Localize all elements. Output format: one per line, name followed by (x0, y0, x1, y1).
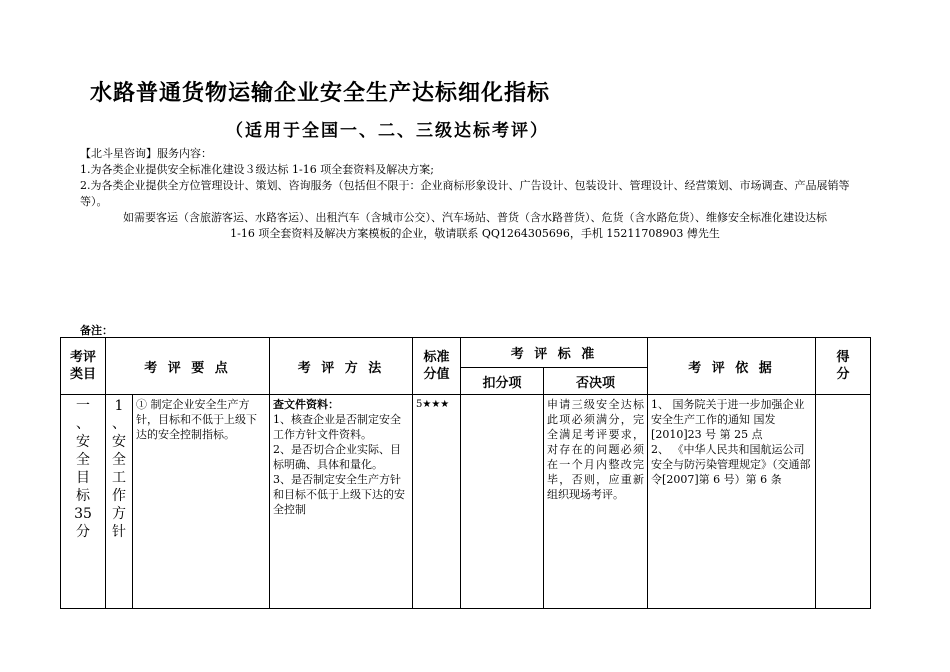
row-veto: 申请三级安全达标此项必须满分，完全满足考评要求，对存在的问题必须在一个月内整改完毕，否则，应重新组织现场考评。 (544, 395, 648, 609)
contact-line-1: 如需要客运（含旅游客运、水路客运）、出租汽车（含城市公交）、汽车场站、普货（含水路普货）、危货（含水路危货）、维修安全标准化建设达标 (123, 211, 827, 224)
header-veto: 否决项 (544, 368, 648, 395)
header-basis: 考 评 依 据 (648, 338, 816, 395)
row-category: 一 、 安 全 目 标 35 分 (61, 395, 106, 609)
note-label: 备注： (80, 324, 113, 337)
row-deduct (461, 395, 544, 609)
method-body: 1、核查企业是否制定安全工作方针文件资料。 2、是否切合企业实际、目标明确、具体和量化。 3、是否制定安全生产方针和目标不低于上级下达的安全控制 (273, 413, 406, 516)
row-item: 1 、 安 全 工 作 方 针 (106, 395, 133, 609)
table-row (61, 395, 871, 609)
header-points: 考 评 要 点 (106, 338, 270, 395)
service-item-2: 2.为各类企业提供全方位管理设计、策划、咨询服务（包括但不限于：企业商标形象设计、广告设计、包装设计、管理设计、经营策划、市场调查、产品展销等等）。 (80, 179, 850, 208)
assessment-table (60, 337, 871, 609)
row-result (816, 395, 871, 609)
row-basis: 1、 国务院关于进一步加强企业安全生产工作的通知 国发[2010]23 号 第 25 点 2、 《中华人民共和国航运公司安全与防污染管理规定》（交通部令[2007]第 6 号）第 6 条 (648, 395, 816, 609)
row-score: 5★★★ (413, 395, 461, 609)
row-point: ① 制定企业安全生产方针，目标和不低于上级下达的安全控制指标。 (133, 395, 270, 609)
header-deduct: 扣分项 (461, 368, 544, 395)
header-category: 考评 类目 (61, 338, 106, 395)
document-subtitle: （适用于全国一、二、三级达标考评） (226, 121, 549, 141)
contact-line-2: 1-16 项全套资料及解决方案模板的企业，敬请联系 QQ1264305696，手机 15211708903 傅先生 (230, 227, 720, 240)
row-method (270, 395, 413, 609)
service-item-1: 1.为各类企业提供安全标准化建设３级达标 1-16 项全套资料及解决方案; (80, 163, 434, 176)
service-heading: 【北斗星咨询】服务内容： (80, 147, 212, 160)
header-standard: 考 评 标 准 (461, 338, 648, 368)
service-info (80, 146, 870, 242)
method-heading: 查文件资料： (273, 398, 340, 411)
header-method: 考 评 方 法 (270, 338, 413, 395)
document-title: 水路普通货物运输企业安全生产达标细化指标 (90, 81, 551, 106)
header-result: 得 分 (816, 338, 871, 395)
header-score: 标准 分值 (413, 338, 461, 395)
